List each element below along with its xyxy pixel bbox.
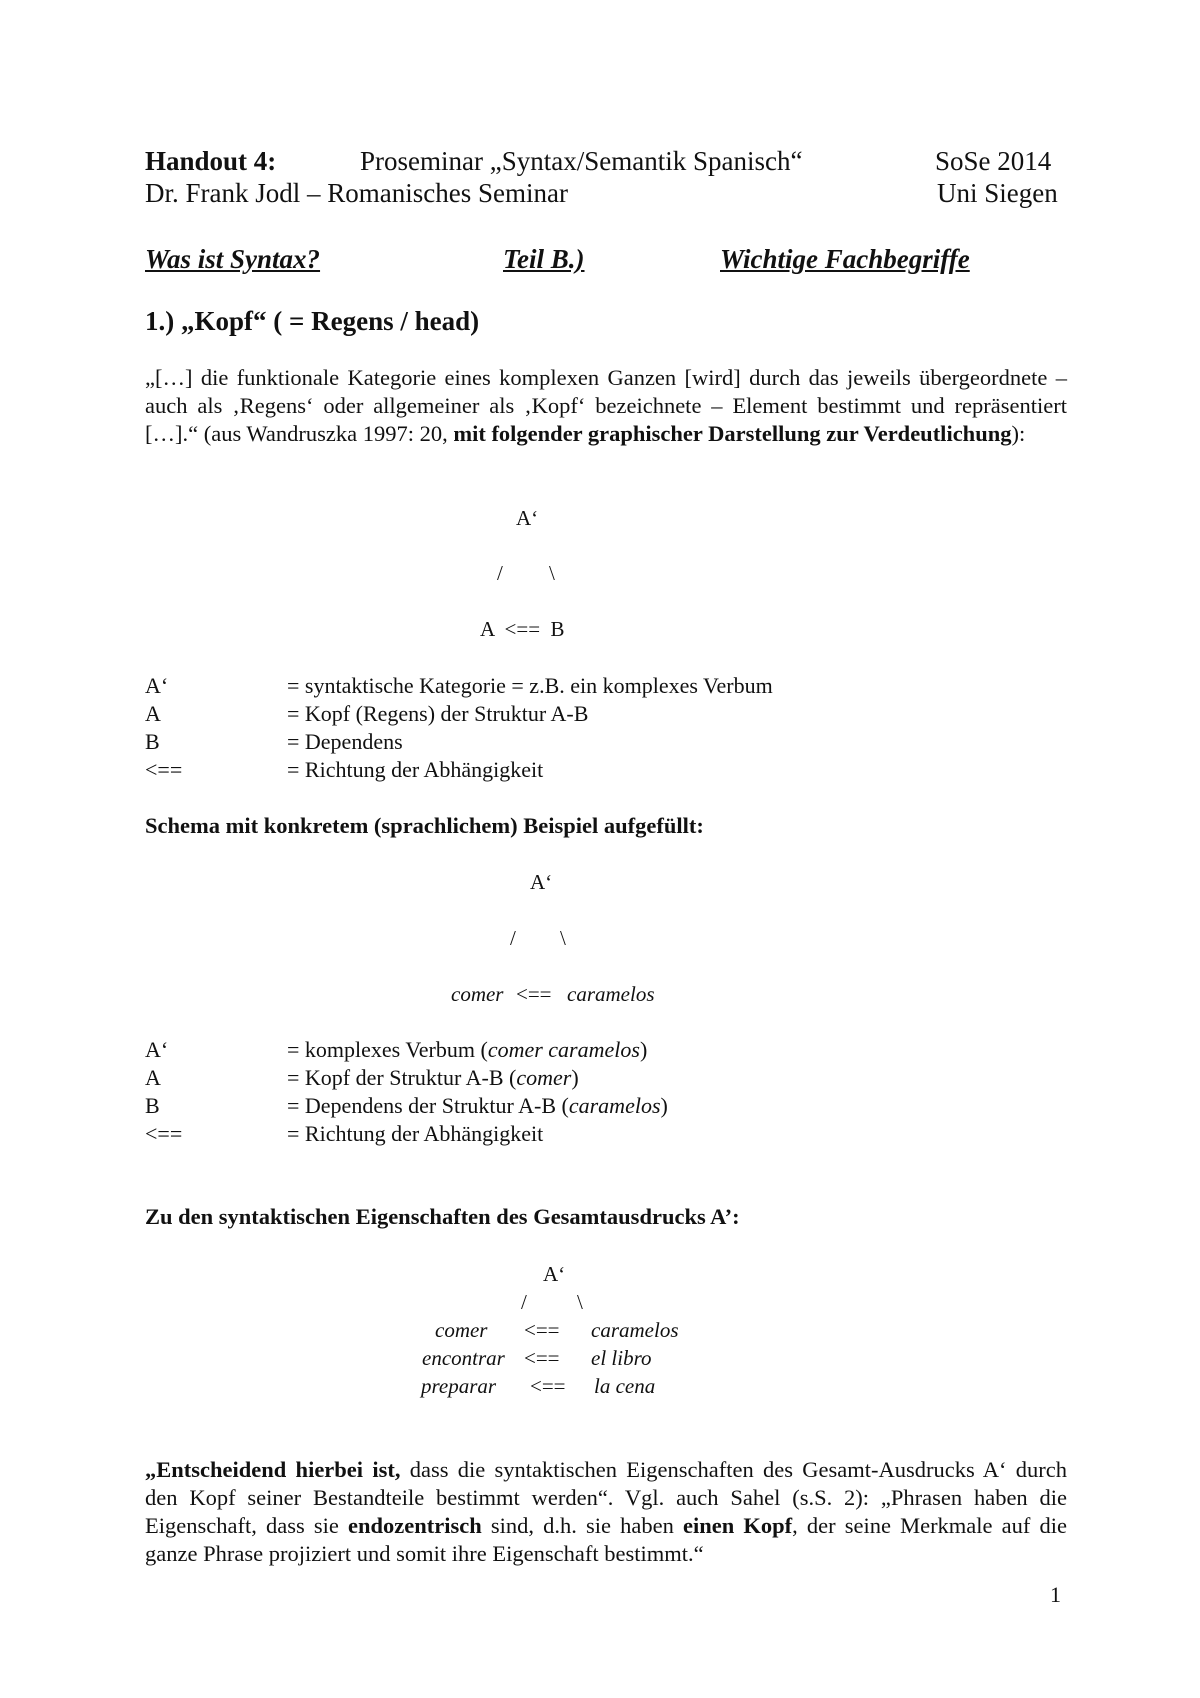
legend2-text (287, 1121, 543, 1147)
tree3-right-branch: \ (577, 1290, 583, 1314)
legend2-italic: caramelos (568, 1093, 661, 1118)
course-title: Proseminar „Syntax/Semantik Spanisch“ (360, 146, 803, 176)
conclusion-bold-endozentrisch: endozentrisch (347, 1513, 482, 1538)
tree3-dependent-word: el libro (591, 1346, 652, 1370)
legend2-symbol: A‘ (145, 1037, 169, 1062)
lecturer: Dr. Frank Jodl – Romanisches Seminar (145, 178, 568, 208)
legend1-symbol: A‘ (145, 673, 169, 698)
legend1-text: = Richtung der Abhängigkeit (287, 757, 544, 782)
legend2-symbol: <== (145, 1121, 183, 1146)
quote-bold: mit folgender graphischer Darstellung zur Verdeutlichung (453, 421, 1012, 446)
section-heading-kopf: 1.) „Kopf“ ( = Regens / head) (145, 306, 480, 336)
legend1-text: = syntaktische Kategorie = z.B. ein komplexes Verbum (287, 673, 773, 698)
legend2-end: ) (571, 1065, 579, 1090)
legend2-text (287, 1093, 668, 1119)
conclusion-paragraph (145, 1456, 1067, 1568)
legend2-symbol: B (145, 1093, 160, 1118)
legend2-text (287, 1065, 579, 1091)
legend1-text: = Kopf (Regens) der Struktur A-B (287, 701, 589, 726)
legend2-plain: = komplexes Verbum ( (287, 1037, 488, 1062)
title-teil-b: Teil B.) (503, 244, 585, 274)
legend2-plain: = Richtung der Abhängigkeit (287, 1121, 544, 1146)
tree3-dependent-word: caramelos (591, 1318, 679, 1342)
university: Uni Siegen (937, 178, 1058, 208)
tree1-root: A‘ (516, 506, 539, 530)
legend2-plain: = Kopf der Struktur A-B ( (287, 1065, 517, 1090)
tree3-head-word: comer (435, 1318, 488, 1342)
legend1-text: = Dependens (287, 729, 403, 754)
legend2-end: ) (639, 1037, 648, 1062)
conclusion-text: , der seine Merkmale auf die ganze Phrase projiziert und somit ihre Eigenschaft bestimmt.“ (145, 1513, 1068, 1566)
page-number: 1 (1050, 1582, 1061, 1607)
legend2-symbol: A (145, 1065, 161, 1090)
legend2-italic: comer caramelos (487, 1037, 640, 1062)
tree1-leaves: A <== B (480, 617, 565, 641)
tree3-left-branch: / (521, 1290, 527, 1314)
tree2-left-branch: / (510, 926, 516, 950)
tree1-right-branch: \ (549, 561, 555, 585)
conclusion-bold-lead: „Entscheidend hierbei ist, (145, 1457, 401, 1482)
quote-end: ): (1011, 421, 1026, 446)
legend2-end: ) (660, 1093, 668, 1118)
semester: SoSe 2014 (935, 146, 1052, 176)
tree3-head-word: encontrar (422, 1346, 505, 1370)
title-was-ist-syntax: Was ist Syntax? (145, 244, 321, 274)
tree3-root: A‘ (543, 1262, 566, 1286)
properties-heading: Zu den syntaktischen Eigenschaften des Gesamtausdrucks A’: (145, 1204, 740, 1229)
quote-text: „[…] die funktionale Kategorie eines komplexen Ganzen [wird] durch das jeweils übergeordnete – auch als ‚Regens‘ oder allgemeiner als ‚Kopf‘ bezeichnete – Element bestimmt und repräsentiert […].“ (aus Wandruszka 1997: 20, (145, 365, 1067, 446)
legend2-plain: = Dependens der Struktur A-B ( (287, 1093, 569, 1118)
conclusion-bold-kopf: einen Kopf (682, 1513, 793, 1538)
tree3-arrow: <== (524, 1318, 560, 1342)
legend2-text (287, 1037, 647, 1063)
schema-heading: Schema mit konkretem (sprachlichem) Beispiel aufgefüllt: (145, 813, 704, 838)
tree3-arrow: <== (524, 1346, 560, 1370)
handout-label: Handout 4: (145, 146, 277, 176)
tree3-head-word: preparar (421, 1374, 497, 1398)
tree2-arrow: <== (516, 982, 552, 1006)
legend1-symbol: A (145, 701, 161, 726)
tree3-arrow: <== (530, 1374, 566, 1398)
tree2-head-word: comer (451, 982, 504, 1006)
legend1-symbol: B (145, 729, 160, 754)
conclusion-text: sind, d.h. sie haben (481, 1513, 683, 1538)
tree2-dependent-word: caramelos (567, 982, 655, 1006)
tree2-root: A‘ (530, 870, 553, 894)
quote-paragraph (145, 364, 1067, 448)
legend1-symbol: <== (145, 757, 183, 782)
conclusion-text: dass die syntaktischen Eigenschaften des Gesamt-Ausdrucks A‘ durch den Kopf seiner Bestandteile bestimmt werden“. Vgl. auch Sahel (s.S. 2): „Phrasen haben die Eigenschaft, dass sie (145, 1457, 1067, 1538)
tree1-left-branch: / (497, 561, 503, 585)
title-fachbegriffe: Wichtige Fachbegriffe (720, 244, 970, 274)
tree2-right-branch: \ (560, 926, 566, 950)
tree3-dependent-word: la cena (594, 1374, 656, 1398)
legend2-italic: comer (516, 1065, 572, 1090)
